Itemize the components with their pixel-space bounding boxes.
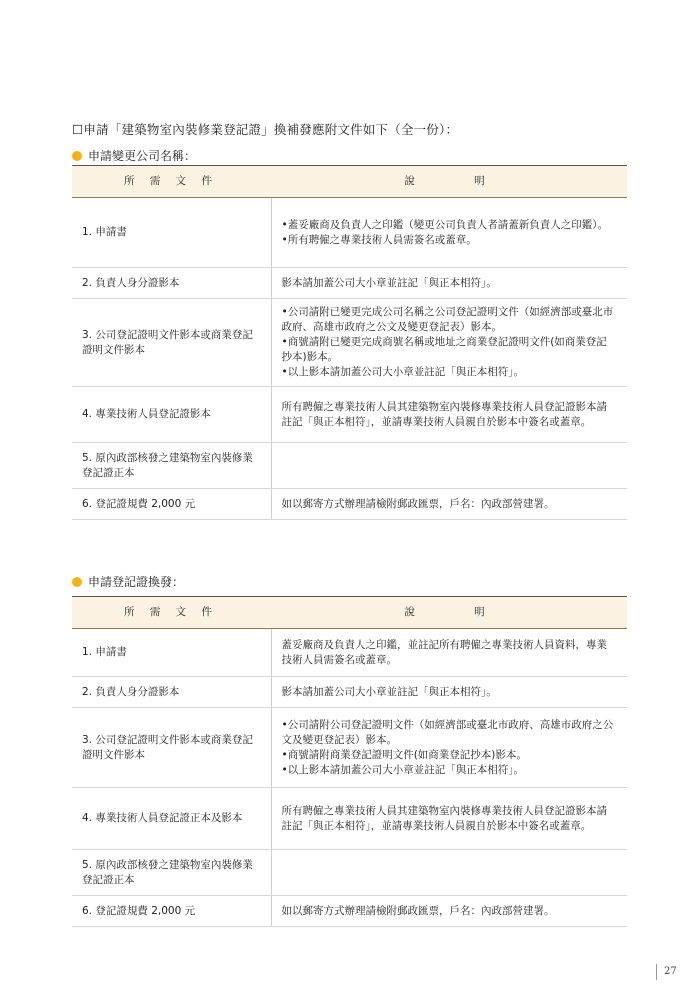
table-row (72, 489, 627, 520)
description-line: •商號請附商業登記證明文件(如商業登記抄本)影本。 (281, 748, 527, 761)
description-cell (271, 708, 627, 788)
bullet-dot-icon (72, 577, 82, 587)
document-name-cell: 3. 公司登記證明文件影本或商業登記證明文件影本 (72, 708, 271, 788)
column-header-documents: 所 需 文 件 (72, 597, 271, 629)
document-name-cell: 3. 公司登記證明文件影本或商業登記證明文件影本 (72, 299, 271, 387)
description-line: 如以郵寄方式辦理請檢附郵政匯票，戶名：內政部營建署。 (281, 904, 555, 917)
page-number-divider (656, 964, 657, 980)
description-line: 蓋妥廠商及負責人之印鑑，並註記所有聘僱之專業技術人員資料，專業技術人員需簽名或蓋章。 (281, 638, 607, 666)
section-title-text: 申請登記證換發： (88, 575, 185, 589)
description-cell (271, 850, 627, 896)
description-cell (271, 387, 627, 443)
description-line: 如以郵寄方式辦理請檢附郵政匯票，戶名：內政部營建署。 (281, 497, 555, 510)
column-header-documents: 所 需 文 件 (72, 166, 271, 198)
page-number: 27 (664, 966, 677, 977)
table-row (72, 443, 627, 489)
document-name-cell: 2. 負責人身分證影本 (72, 268, 271, 299)
column-header-description: 說 明 (271, 597, 627, 629)
description-line: 所有聘僱之專業技術人員其建築物室內裝修專業技術人員登記證影本請註記「與正本相符」，並請專業技術人員親自於影本中簽名或蓋章。 (281, 400, 607, 428)
description-line: 所有聘僱之專業技術人員其建築物室內裝修專業技術人員登記證影本請註記「與正本相符」，並請專業技術人員親自於影本中簽名或蓋章。 (281, 804, 607, 832)
table-row (72, 896, 627, 927)
documents-table-renewal (72, 596, 627, 927)
page-heading: ☐申請「建築物室內裝修業登記證」換補發應附文件如下（全一份）： (72, 122, 459, 137)
description-cell (271, 443, 627, 489)
document-name-cell: 5. 原內政部核發之建築物室內裝修業登記證正本 (72, 443, 271, 489)
document-name-cell: 2. 負責人身分證影本 (72, 677, 271, 708)
section-title-text: 申請變更公司名稱： (88, 149, 197, 163)
description-line: •所有聘僱之專業技術人員需簽名或蓋章。 (281, 233, 477, 246)
description-line: •蓋妥廠商及負責人之印鑑（變更公司負責人者請蓋新負責人之印鑑）。 (281, 218, 608, 231)
table-row (72, 387, 627, 443)
document-name-cell: 1. 申請書 (72, 629, 271, 677)
description-cell (271, 299, 627, 387)
document-name-cell: 1. 申請書 (72, 198, 271, 268)
description-cell (271, 268, 627, 299)
table-row (72, 708, 627, 788)
table-row (72, 677, 627, 708)
table-row (72, 629, 627, 677)
table-row (72, 198, 627, 268)
table-row (72, 299, 627, 387)
table-row (72, 788, 627, 850)
document-name-cell: 6. 登記證規費 2,000 元 (72, 489, 271, 520)
description-line: •公司請附已變更完成公司名稱之公司登記證明文件（如經濟部或臺北市政府、高雄市政府之公文及變更登記表）影本。 (281, 306, 614, 333)
documents-table-change-name (72, 165, 627, 520)
description-line: •以上影本請加蓋公司大小章並註記「與正本相符」。 (281, 763, 524, 776)
table-row (72, 268, 627, 299)
bullet-dot-icon (72, 151, 82, 161)
document-name-cell: 6. 登記證規費 2,000 元 (72, 896, 271, 927)
document-name-cell: 5. 原內政部核發之建築物室內裝修業登記證正本 (72, 850, 271, 896)
description-cell (271, 788, 627, 850)
description-line: •以上影本請加蓋公司大小章並註記「與正本相符」。 (281, 366, 524, 378)
description-cell (271, 629, 627, 677)
document-name-cell: 4. 專業技術人員登記證影本 (72, 387, 271, 443)
description-cell (271, 677, 627, 708)
document-name-cell: 4. 專業技術人員登記證正本及影本 (72, 788, 271, 850)
description-cell (271, 489, 627, 520)
description-line: •商號請附已變更完成商號名稱或地址之商業登記證明文件(如商業登記抄本)影本。 (281, 336, 607, 363)
description-line: •公司請附公司登記證明文件（如經濟部或臺北市政府、高雄市政府之公文及變更登記表）影本。 (281, 718, 614, 746)
table-row (72, 850, 627, 896)
section-title-renewal (72, 573, 184, 590)
description-line: 影本請加蓋公司大小章並註記「與正本相符」。 (281, 685, 497, 698)
description-cell (271, 896, 627, 927)
column-header-description: 說 明 (271, 166, 627, 198)
description-cell (271, 198, 627, 268)
description-line: 影本請加蓋公司大小章並註記「與正本相符」。 (281, 276, 497, 289)
section-title-change-name (72, 147, 196, 164)
